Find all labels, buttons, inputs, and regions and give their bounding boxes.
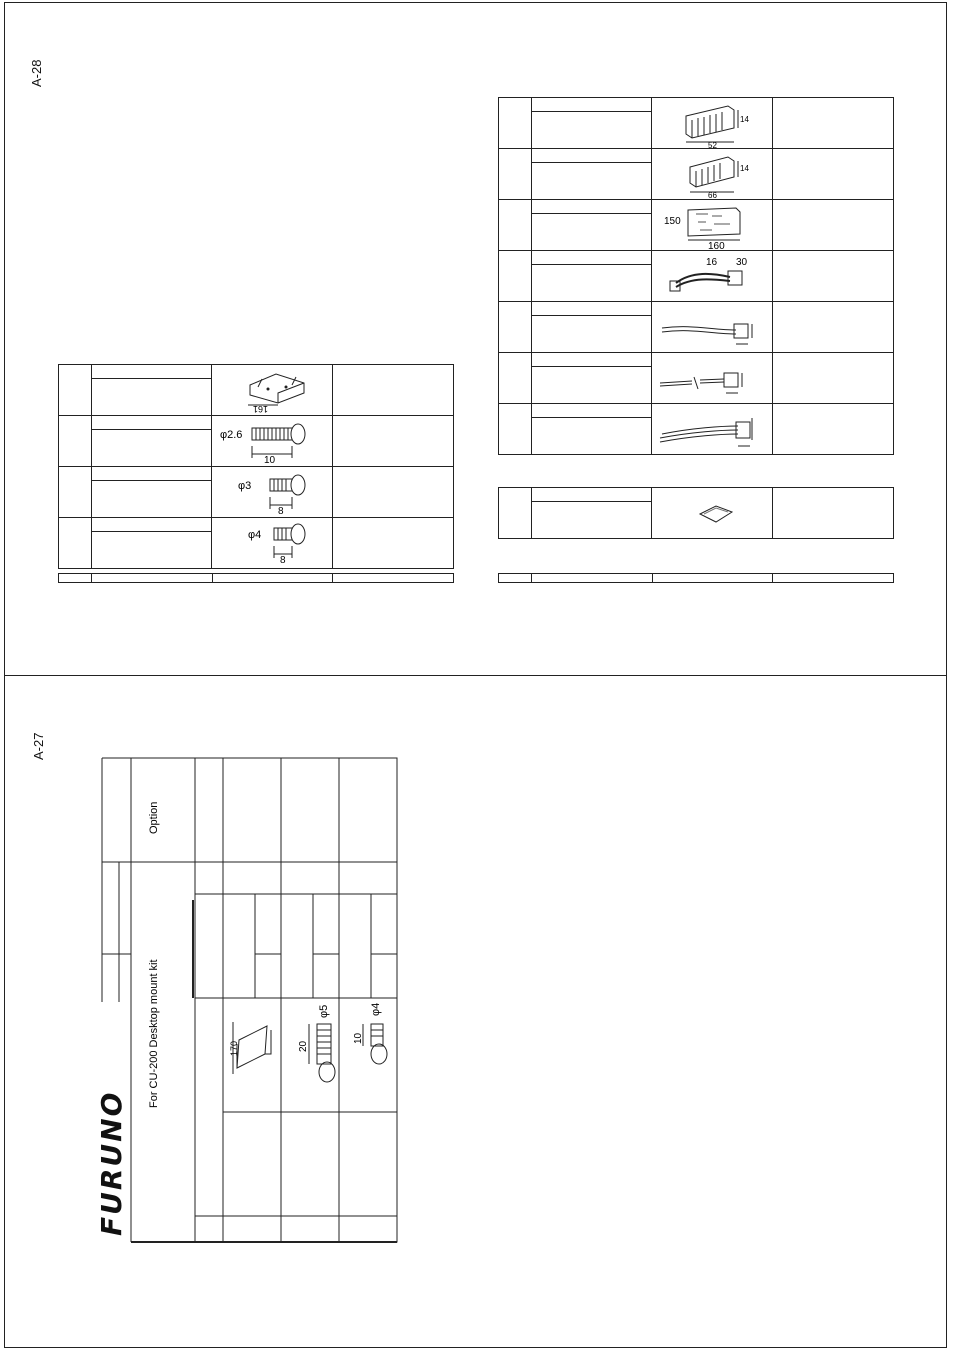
dim-10: 10 [353, 1032, 364, 1044]
part-drawing-connector-66 [652, 149, 773, 200]
dim-16: 16 [706, 257, 718, 268]
dim-14b: 14 [740, 164, 750, 173]
part-drawing-screw-3 [212, 467, 333, 518]
parts-table-right [498, 97, 894, 455]
screw-phi4-drawing [363, 1024, 387, 1064]
part-drawing-cable-a [652, 302, 773, 353]
part-drawing-cable-c [652, 404, 773, 455]
option-label: Option [148, 801, 160, 834]
dim-66: 66 [708, 191, 718, 199]
kit-title: For CU-200 Desktop mount kit [148, 959, 160, 1108]
parts-table-right-footer [498, 573, 894, 583]
page-a27 [4, 675, 947, 1348]
part-drawing-cable-b [652, 353, 773, 404]
part-drawing-bag [652, 488, 773, 539]
dim-phi3: φ3 [238, 480, 252, 492]
page-number: A-28 [29, 59, 44, 87]
dim-161: 161 [253, 404, 269, 414]
dim-phi5: φ5 [318, 1004, 330, 1018]
dim-30: 30 [736, 257, 748, 268]
dim-160: 160 [708, 241, 726, 250]
dim-8a: 8 [278, 506, 284, 517]
part-drawing-screw-4 [212, 518, 333, 569]
dim-10: 10 [264, 455, 276, 466]
parts-table-left-footer [58, 573, 454, 583]
dim-phi26: φ2.6 [220, 429, 243, 441]
parts-table-left [58, 364, 454, 569]
part-drawing-bracket [212, 365, 333, 416]
part-drawing-board [652, 200, 773, 251]
dim-phi4: φ4 [370, 1002, 382, 1016]
part-drawing-screw-26 [212, 416, 333, 467]
part-drawing-cable-16-30 [652, 251, 773, 302]
page-a28 [4, 2, 947, 676]
parts-table-rotated [95, 754, 405, 1246]
dim-150: 150 [664, 216, 682, 227]
parts-table-right-2 [498, 487, 894, 539]
page-number: A-27 [31, 732, 46, 760]
dim-8b: 8 [280, 555, 286, 566]
dim-20: 20 [298, 1040, 309, 1052]
dim-52: 52 [708, 141, 718, 148]
part-drawing-connector-52 [652, 98, 773, 149]
screw-phi5-drawing [309, 1024, 335, 1082]
dim-170: 170 [229, 1040, 239, 1056]
dim-14a: 14 [740, 115, 750, 124]
dim-phi4: φ4 [248, 529, 262, 541]
furuno-logo: FURUNO [95, 1090, 128, 1236]
